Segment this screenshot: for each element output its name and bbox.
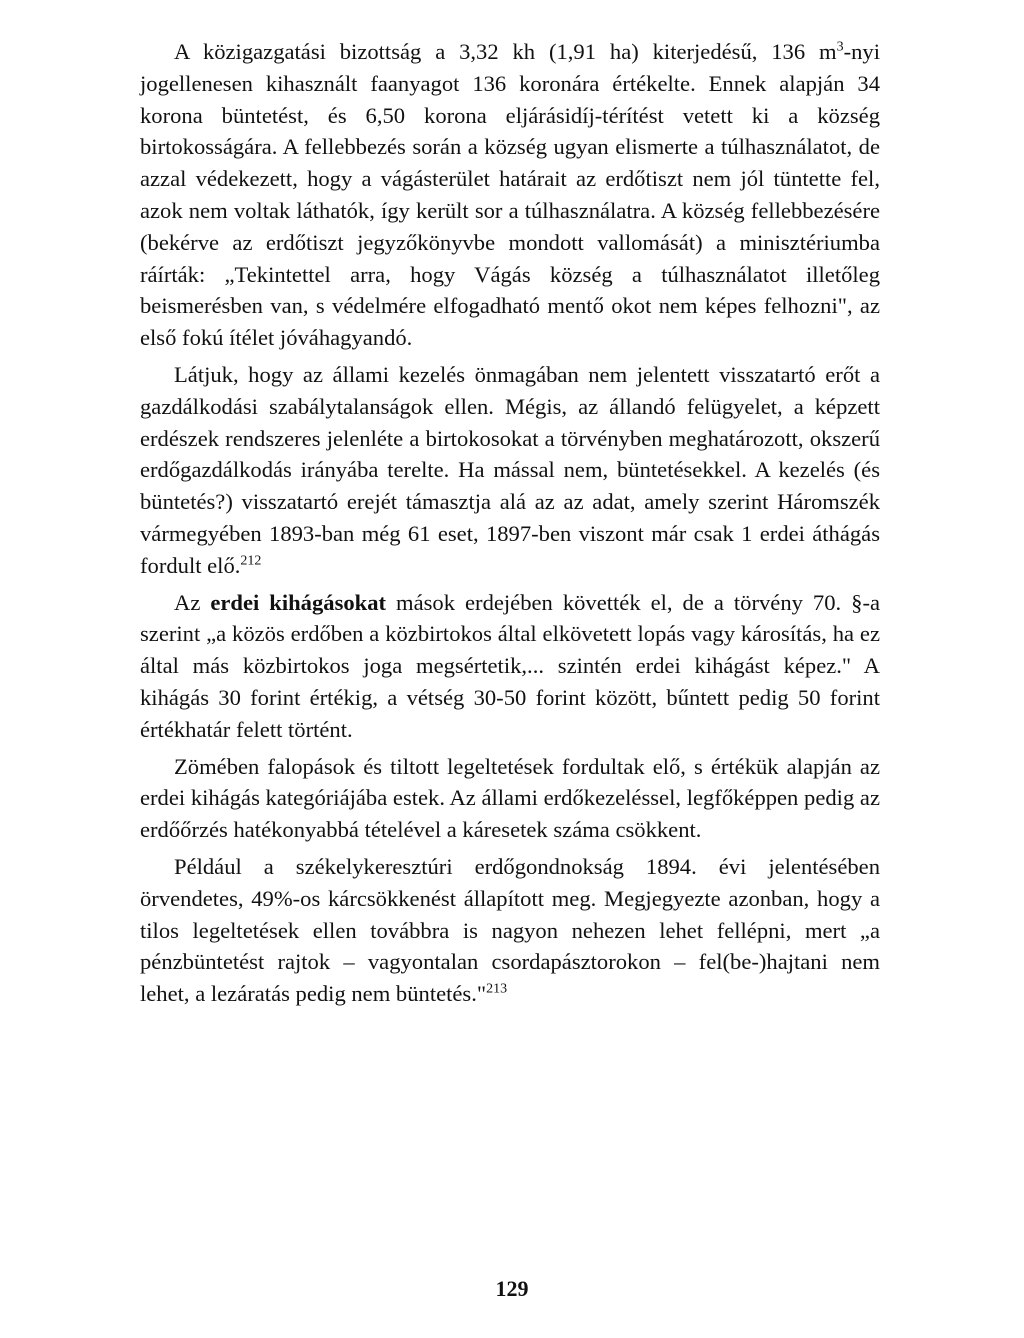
paragraph-1-text-a: A közigazgatási bizottság a 3,32 kh (1,91 ha) kiterjedésű, 136 m [174, 39, 837, 64]
paragraph-1-text-b: -nyi jogellenesen kihasznált faanyagot 136 koronára értékelte. Ennek alapján 34 korona büntetést, és 6,50 korona eljárásidíj-térítést vetett ki a község birtokosságára. A fellebbezés során a község ugyan elismerte a túlhasználatot, de azzal védekezett, hogy a vágásterület határait az erdőtiszt nem jól tüntette fel, azok nem voltak láthatók, így került sor a túlhasználatra. A község fellebbezésére (bekérve az erdőtiszt jegyzőkönyvbe mondott vallomását) a minisztériumba ráírták: „Tekintettel arra, hogy Vágás község a túlhasználatot illetőleg beismerésben van, s védelmére elfogadható mentő okot nem képes felhozni", az első fokú ítélet jóváhagyandó. [140, 39, 880, 351]
paragraph-1 [140, 36, 880, 354]
paragraph-4-text: Zömében falopások és tiltott legeltetések fordultak elő, s értékük alapján az erdei kihágás kategóriájába estek. Az állami erdőkezeléssel, legfőképpen pedig az erdőőrzés hatékonyabbá tételével a káresetek száma csökkent. [140, 753, 880, 843]
footnote-ref-212: 212 [240, 553, 262, 569]
paragraph-3 [140, 587, 880, 746]
page-number: 129 [495, 1276, 529, 1301]
paragraph-3-text-b: mások erdejében követték el, de a törvény 70. §-a szerint „a közös erdőben a közbirtokos által elkövetett lopás vagy károsítás, ha ez által más közbirtokos joga megsértetik,... szintén erdei kihágást képez." A kihágás 30 forint értékig, a vétség 30-50 forint között, bűntett pedig 50 forint értékhatár felett történt. [140, 589, 880, 742]
paragraph-4 [140, 751, 880, 846]
body-text [140, 36, 880, 1010]
paragraph-3-text-a: Az [174, 589, 211, 615]
paragraph-3-bold-term: erdei kihágásokat [210, 589, 387, 615]
footnote-ref-213: 213 [486, 981, 508, 997]
paragraph-2-text: Látjuk, hogy az állami kezelés önmagában nem jelentett visszatartó erőt a gazdálkodási szabálytalanságok ellen. Mégis, az állandó felügyelet, a képzett erdészek rendszeres jelenléte a birtokosokat a törvényben meghatározott, okszerű erdőgazdálkodás irányába terelte. Ha mással nem, büntetésekkel. A kezelés (és büntetés?) visszatartó erejét támasztja alá az az adat, amely szerint Háromszék vármegyében 1893-ban még 61 eset, 1897-ben viszont már csak 1 erdei áthágás fordult elő. [140, 361, 880, 578]
paragraph-5-text: Például a székelykeresztúri erdőgondnokság 1894. évi jelentésében örvendetes, 49%-os kárcsökkenést állapított meg. Megjegyezte azonban, hogy a tilos legeltetések ellen továbbra is nagyon nehezen lehet fellépni, mert „a pénzbüntetést rajtok – vagyontalan csordapásztorokon – fel(be-)hajtani nem lehet, a lezáratás pedig nem büntetés." [140, 853, 880, 1007]
paragraph-2 [140, 359, 880, 582]
paragraph-5 [140, 851, 880, 1010]
superscript-cubic: 3 [836, 39, 844, 55]
